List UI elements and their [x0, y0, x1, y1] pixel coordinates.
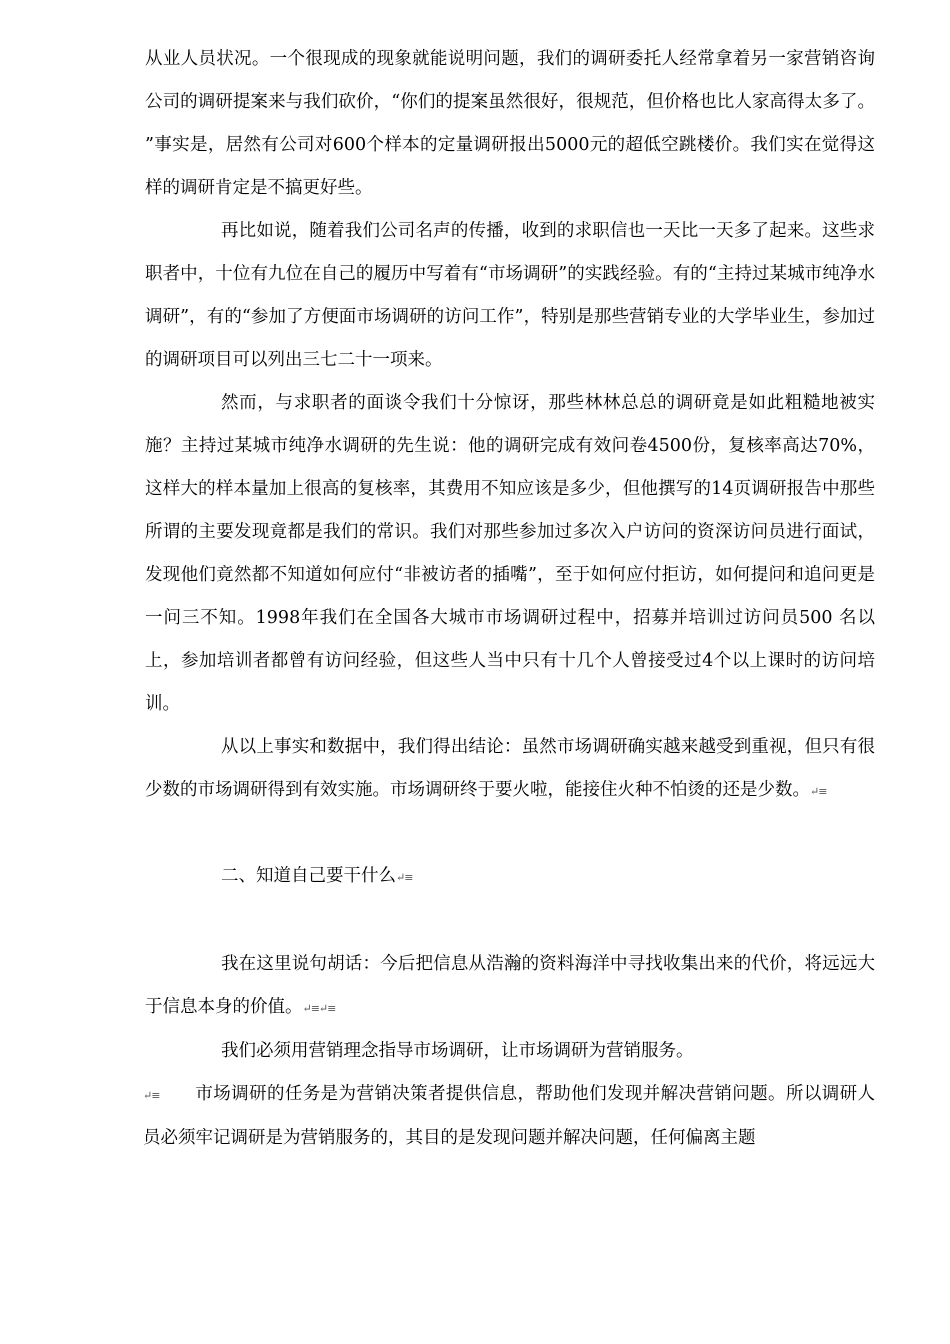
- paragraph-mark-icon: ↵≡: [143, 1089, 160, 1102]
- paragraph-text: 市场调研的任务是为营销决策者提供信息，帮助他们发现并解决营销问题。所以调研人员必须牢记调研是为营销服务的，其目的是发现问题并解决问题，任何偏离主题: [143, 1084, 875, 1148]
- document-page: [145, 38, 875, 1160]
- paragraph-conclusion: [145, 726, 875, 813]
- paragraph-interviews: [145, 382, 875, 726]
- paragraph-research-task: [143, 1073, 875, 1160]
- paragraph-marketing-guidance: [145, 1030, 875, 1073]
- paragraph-mark-icon: ↵≡: [396, 871, 413, 884]
- paragraph-continuation: [145, 38, 875, 210]
- paragraph-text: 我在这里说句胡话：今后把信息从浩瀚的资料海洋中寻找收集出来的代价，将远远大于信息本身的价值。: [145, 954, 875, 1017]
- paragraph-text: 从业人员状况。一个很现成的现象就能说明问题，我们的调研委托人经常拿着另一家营销咨询公司的调研提案来与我们砍价，“你们的提案虽然很好，很规范，但价格也比人家高得太多了。 ”事实是，居然有公司对600个样本的定量调研报出5000元的超低空跳楼价。我们实在觉得这样的调研肯定是不搞更好些。: [145, 49, 875, 198]
- section-heading: [145, 855, 875, 899]
- blank-line: [145, 899, 875, 943]
- paragraph-text: 我们必须用营销理念指导市场调研，让市场调研为营销服务。: [221, 1041, 694, 1061]
- paragraph-mark-icon: ↵≡: [810, 785, 827, 798]
- paragraph-job-seekers: [145, 210, 875, 382]
- paragraph-text: 从以上事实和数据中，我们得出结论：虽然市场调研确实越来越受到重视，但只有很少数的市场调研得到有效实施。市场调研终于要火啦，能接住火种不怕烫的还是少数。: [145, 737, 875, 800]
- blank-line: [145, 813, 875, 855]
- heading-text: 二、知道自己要干什么: [221, 866, 396, 886]
- paragraph-mark-icon: ↵≡↵≡: [302, 1002, 336, 1015]
- paragraph-information-cost: [145, 943, 875, 1030]
- paragraph-text: 再比如说，随着我们公司名声的传播，收到的求职信也一天比一天多了起来。这些求职者中，十位有九位在自己的履历中写着有“市场调研”的实践经验。有的“主持过某城市纯净水调研”，有的“参加了方便面市场调研的访问工作”，特别是那些营销专业的大学毕业生，参加过的调研项目可以列出三七二十一项来。: [145, 221, 875, 370]
- paragraph-text: 然而，与求职者的面谈令我们十分惊讶，那些林林总总的调研竟是如此粗糙地被实施？主持过某城市纯净水调研的先生说：他的调研完成有效问卷4500份，复核率高达70%，这样大的样本量加上很高的复核率，其费用不知应该是多少，但他撰写的14页调研报告中那些所谓的主要发现竟都是我们的常识。我们对那些参加过多次入户访问的资深访问员进行面试，发现他们竟然都不知道如何应付“非被访者的插嘴”，至于如何应付拒访，如何提问和追问更是一问三不知。1998年我们在全国各大城市市场调研过程中，招募并培训过访问员500 名以上，参加培训者都曾有访问经验，但这些人当中只有十几个人曾接受过4个以上课时的访问培训。: [145, 393, 875, 714]
